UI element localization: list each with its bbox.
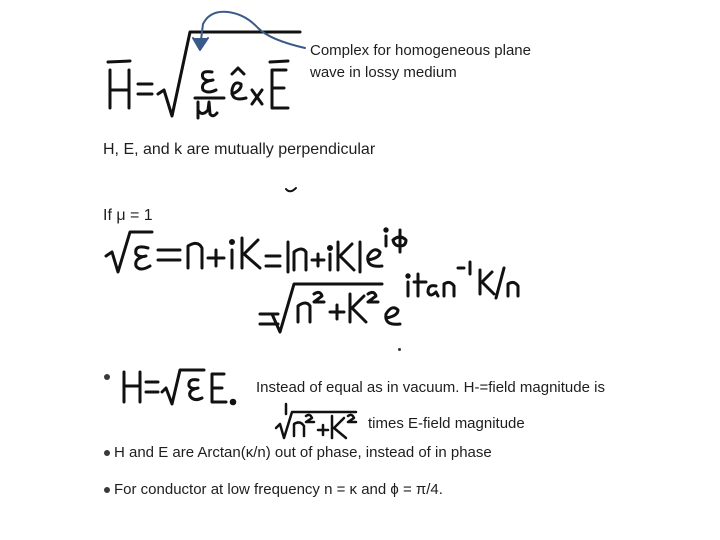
perpendicular-statement: H, E, and k are mutually perpendicular <box>103 141 376 158</box>
conductor-note: For conductor at low frequency n = κ and ϕ = π/4. <box>114 481 443 498</box>
times-note: times E-field magnitude <box>368 415 525 432</box>
equation-h-equals <box>118 366 258 408</box>
annotation-line-2: wave in lossy medium <box>310 64 457 81</box>
equation-sqrt-epsilon-drawing <box>100 222 540 340</box>
if-mu-label: If μ = 1 <box>103 207 153 224</box>
bullet-dot <box>104 487 110 493</box>
equation-h-equals-drawing <box>118 366 258 408</box>
annotation-line-1: Complex for homogeneous plane <box>310 42 531 59</box>
vacuum-note: Instead of equal as in vacuum. H-=field magnitude is <box>256 379 605 396</box>
magnitude-factor-drawing <box>272 400 364 442</box>
bullet-dot <box>104 374 110 380</box>
phase-note: H and E are Arctan(κ/n) out of phase, instead of in phase <box>114 444 492 461</box>
equation-sqrt-epsilon <box>100 222 540 340</box>
stray-dot <box>398 348 401 351</box>
bullet-dot <box>104 450 110 456</box>
magnitude-factor <box>272 400 364 442</box>
